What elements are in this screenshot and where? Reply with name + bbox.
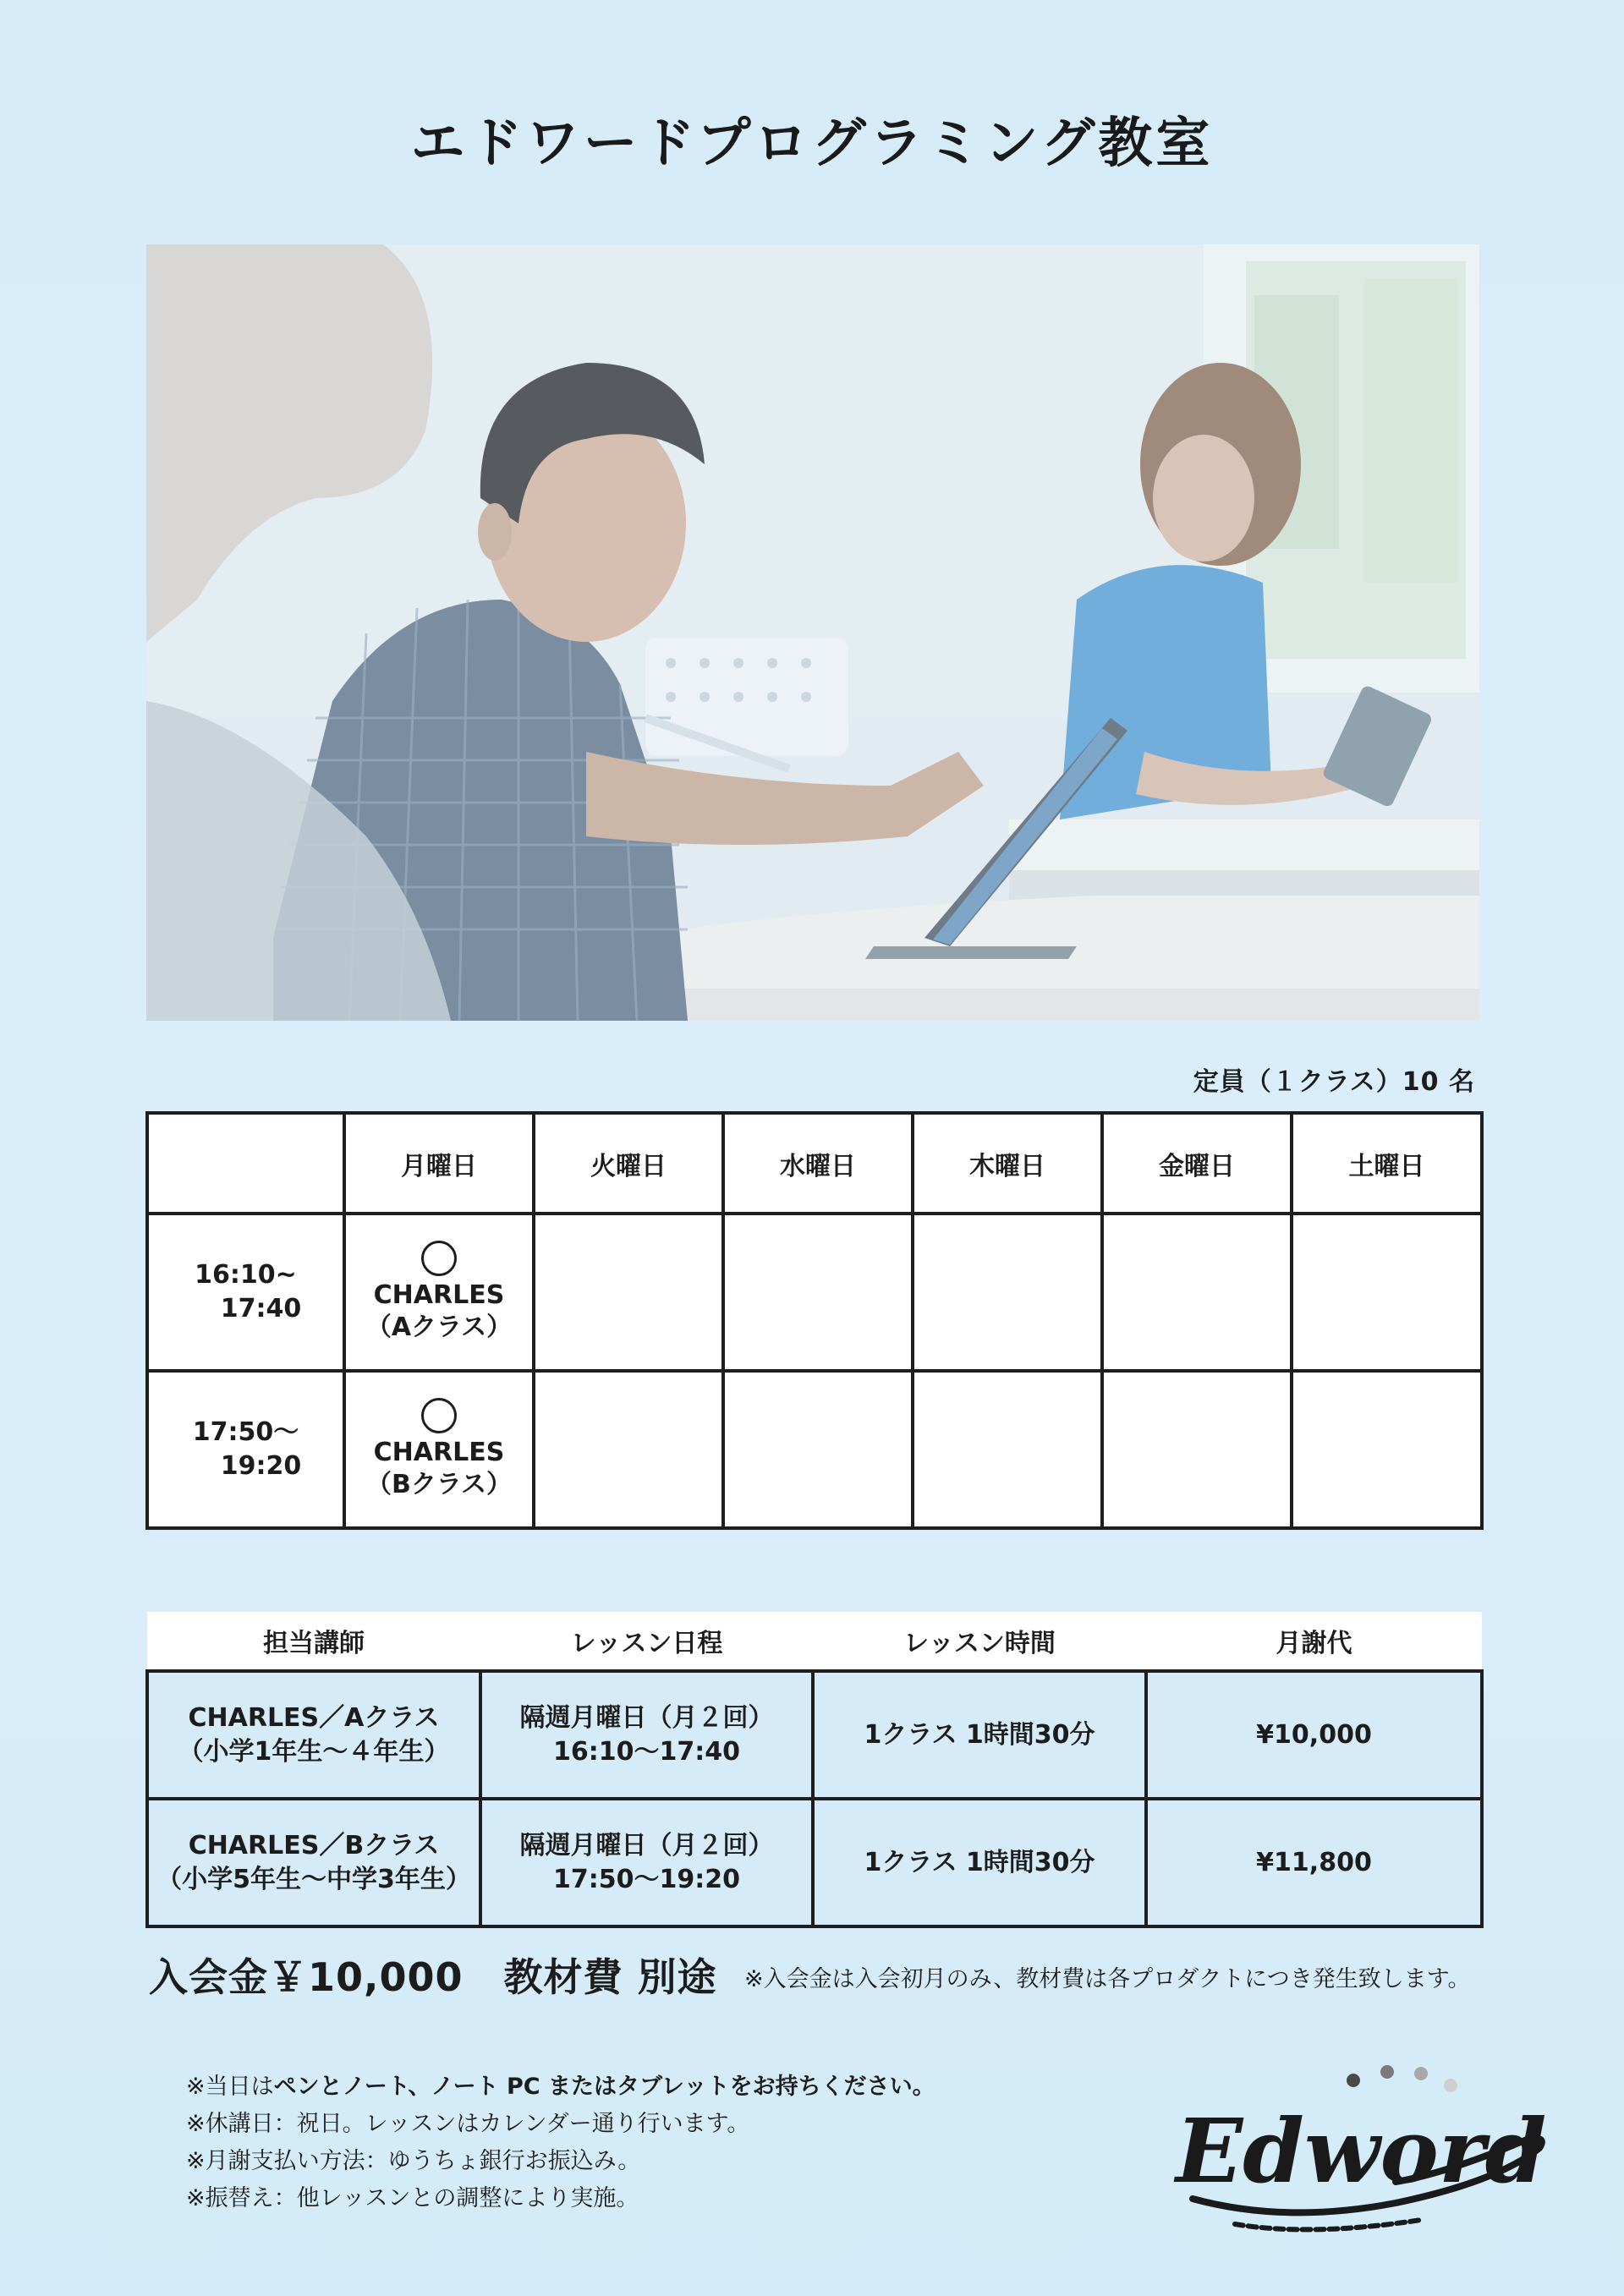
day-header-tuesday: 火曜日: [534, 1113, 723, 1214]
schedule-empty-cell: [534, 1371, 723, 1528]
fee-header-schedule: レッスン日程: [480, 1612, 813, 1671]
note-item: [186, 2069, 935, 2106]
fee-note: ※入会金は入会初月のみ、教材費は各プロダクトにつき発生致します。: [744, 1966, 1471, 1992]
circle-mark-icon: [421, 1241, 457, 1276]
schedule-empty-cell: [913, 1214, 1102, 1371]
edword-logo: [1142, 2055, 1582, 2258]
fee-teacher-class: CHARLES／Bクラス: [188, 1830, 440, 1860]
fee-schedule-cell: [480, 1799, 813, 1926]
note-item: ※月謝支払い方法：ゆうちょ銀行お振込み。: [186, 2148, 641, 2174]
fee-schedule-time: 16:10〜17:40: [553, 1736, 740, 1767]
fee-teacher-grade: （小学5年生〜中学3年生）: [156, 1864, 471, 1894]
capacity-label: 定員（１クラス）10 名: [1193, 1067, 1475, 1097]
day-header-saturday: 土曜日: [1292, 1113, 1482, 1214]
class-name: （Bクラス）: [366, 1470, 512, 1499]
entry-fee-line: [149, 1947, 717, 2003]
entry-fee: 入会金￥10,000: [149, 1954, 464, 2000]
schedule-empty-cell: [723, 1371, 913, 1528]
schedule-empty-cell: [1102, 1371, 1292, 1528]
teacher-name: CHARLES: [373, 1438, 505, 1467]
note-prefix: ※当日は: [186, 2074, 274, 2100]
time-slot-cell: [147, 1371, 344, 1528]
schedule-empty-cell: [913, 1371, 1102, 1528]
day-header-wednesday: 水曜日: [723, 1113, 913, 1214]
time-slot-start: 16:10~: [195, 1260, 297, 1290]
time-slot-end: 17:40: [220, 1294, 302, 1323]
notes-list: [186, 2069, 935, 2217]
fee-schedule-day: 隔週月曜日（月２回）: [519, 1830, 774, 1860]
fee-header-teacher: 担当講師: [147, 1612, 480, 1671]
classroom-photo: [146, 244, 1479, 1021]
fee-table: [145, 1612, 1484, 1928]
day-header-monday: 月曜日: [344, 1113, 534, 1214]
schedule-row: [147, 1214, 1482, 1371]
monday-class-cell: [344, 1214, 534, 1371]
fee-teacher-grade: （小学1年生〜４年生）: [178, 1736, 450, 1767]
fee-row: [147, 1799, 1482, 1926]
schedule-corner-cell: [147, 1113, 344, 1214]
fee-price-cell: ¥10,000: [1146, 1671, 1482, 1799]
page-title: エドワードプログラミング教室: [410, 112, 1214, 175]
time-slot-cell: [147, 1214, 344, 1371]
class-name: （Aクラス）: [365, 1312, 513, 1342]
time-slot-end: 19:20: [220, 1451, 302, 1481]
fee-schedule-time: 17:50〜19:20: [553, 1864, 740, 1894]
fee-row: [147, 1671, 1482, 1799]
fee-teacher-cell: [147, 1799, 480, 1926]
monday-class-cell: [344, 1371, 534, 1528]
schedule-row: [147, 1371, 1482, 1528]
fee-header-duration: レッスン時間: [813, 1612, 1146, 1671]
weekly-schedule-table: [145, 1111, 1484, 1530]
day-header-friday: 金曜日: [1102, 1113, 1292, 1214]
fee-duration-cell: 1クラス 1時間30分: [813, 1671, 1146, 1799]
day-header-thursday: 木曜日: [913, 1113, 1102, 1214]
fee-teacher-class: CHARLES／Aクラス: [188, 1702, 440, 1733]
fee-duration-cell: 1クラス 1時間30分: [813, 1799, 1146, 1926]
fee-schedule-cell: [480, 1671, 813, 1799]
schedule-empty-cell: [723, 1214, 913, 1371]
fee-teacher-cell: [147, 1671, 480, 1799]
schedule-empty-cell: [534, 1214, 723, 1371]
schedule-empty-cell: [1292, 1214, 1482, 1371]
fee-header-monthly-fee: 月謝代: [1146, 1612, 1482, 1671]
circle-mark-icon: [421, 1398, 457, 1433]
schedule-empty-cell: [1102, 1214, 1292, 1371]
teacher-name: CHARLES: [373, 1280, 505, 1310]
schedule-empty-cell: [1292, 1371, 1482, 1528]
time-slot-start: 17:50〜: [192, 1417, 299, 1447]
fee-header-row: [147, 1612, 1482, 1671]
schedule-header-row: [147, 1113, 1482, 1214]
logo-text: Edword: [1176, 2099, 1547, 2203]
fee-schedule-day: 隔週月曜日（月２回）: [519, 1702, 774, 1733]
note-bold-text: ペンとノート、ノート PC またはタブレットをお持ちください。: [273, 2074, 935, 2100]
fee-price-cell: ¥11,800: [1146, 1799, 1482, 1926]
note-item: ※休講日：祝日。レッスンはカレンダー通り行います。: [186, 2111, 750, 2137]
classroom-illustration: [146, 244, 1479, 1021]
note-item: ※振替え：他レッスンとの調整により実施。: [186, 2185, 639, 2211]
material-fee: 教材費 別途: [503, 1954, 717, 2000]
